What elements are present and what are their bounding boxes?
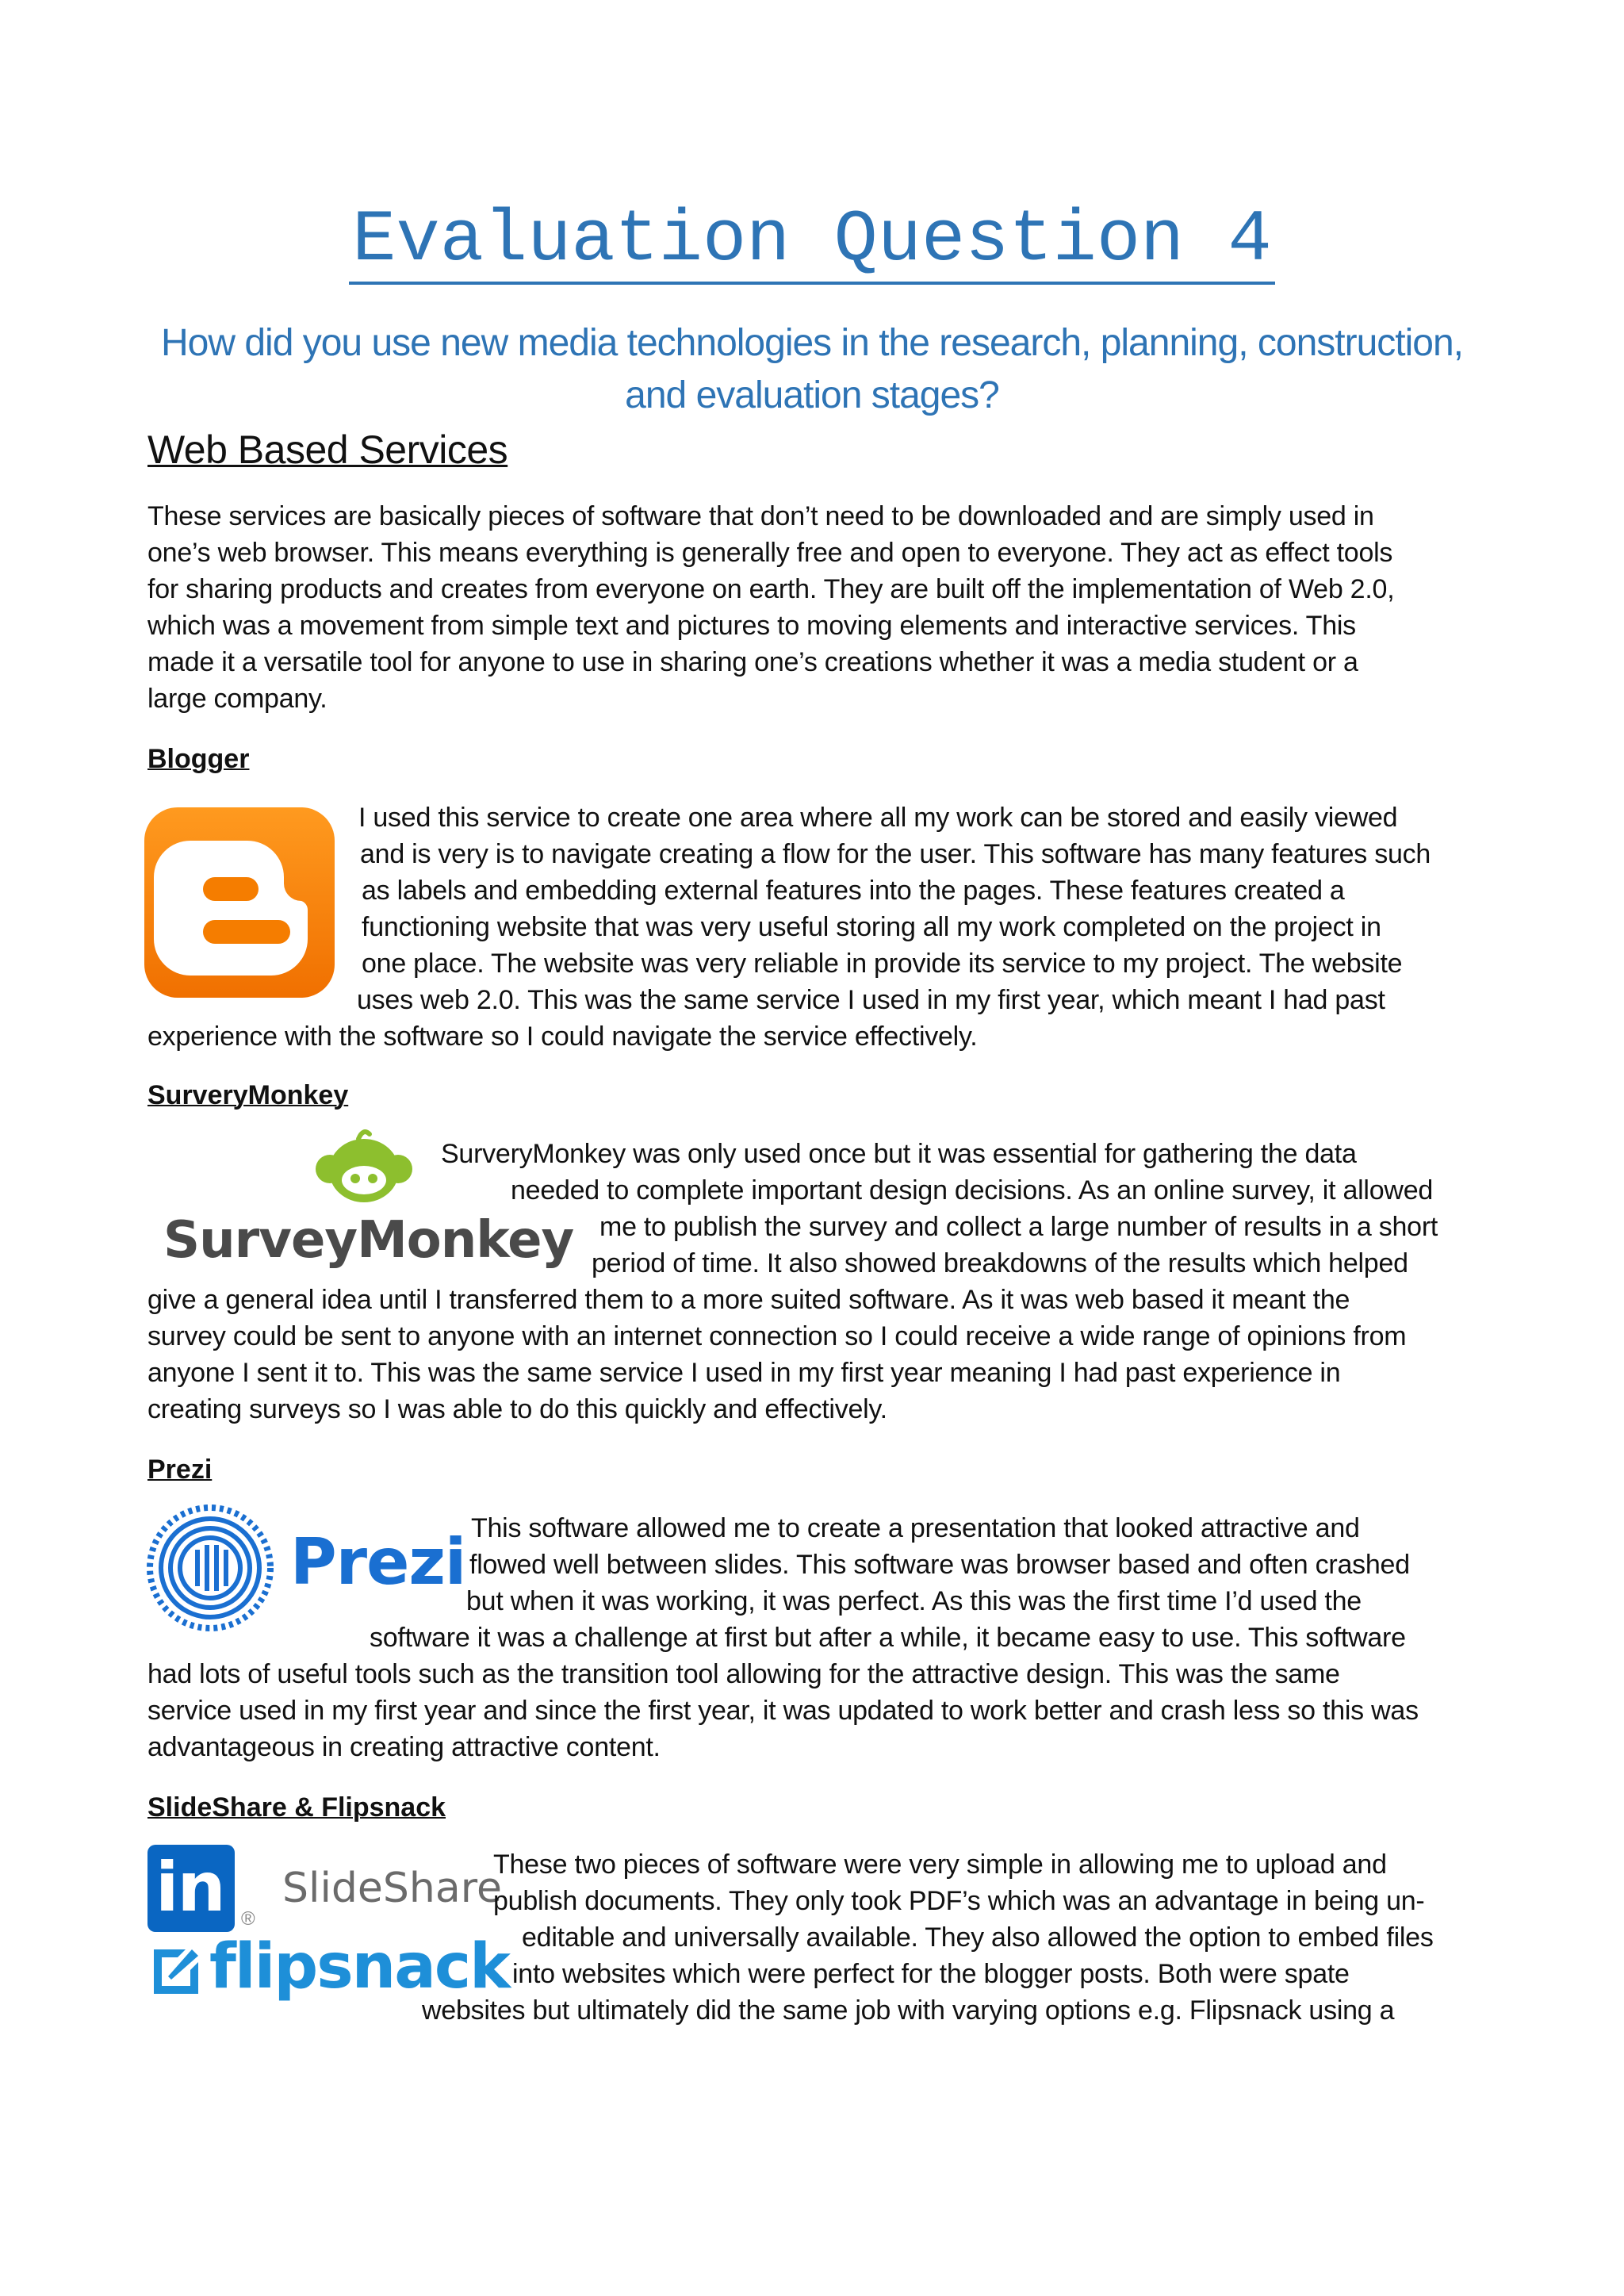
surveymonkey-line: needed to complete important design decisions. As an online survey, it allowed xyxy=(511,1175,1434,1205)
intro-line: made it a versatile tool for anyone to use in sharing one’s creations whether it was a media student or a xyxy=(147,647,1358,677)
intro-line: large company. xyxy=(147,684,327,714)
blogger-line: functioning website that was very useful storing all my work completed on the project in xyxy=(362,912,1381,942)
surveymonkey-line: period of time. It also showed breakdowns of the results which helped xyxy=(592,1248,1408,1278)
surveymonkey-line: anyone I sent it to. This was the same service I used in my first year meaning I had past experience in xyxy=(147,1358,1341,1388)
monkey-icon xyxy=(304,1128,423,1207)
prezi-line: software it was a challenge at first but after a while, it became easy to use. This software xyxy=(370,1623,1406,1653)
intro-line: These services are basically pieces of software that don’t need to be downloaded and are simply used in xyxy=(147,501,1374,531)
page-subtitle: How did you use new media technologies in the research, planning, construction, and evaluation stages? xyxy=(160,322,1463,416)
blogger-line: one place. The website was very reliable in provide its service to my project. The website xyxy=(362,949,1403,979)
blogger-line: experience with the software so I could navigate the service effectively. xyxy=(147,1022,978,1052)
slideshare-flipsnack-heading: SlideShare & Flipsnack xyxy=(147,1792,446,1823)
blogger-logo-icon xyxy=(141,804,338,1001)
slideshare-logo-text: SlideShare xyxy=(282,1865,502,1912)
flipsnack-logo-text: flipsnack xyxy=(209,1931,509,2003)
slideshare-line: websites but ultimately did the same job with varying options e.g. Flipsnack using a xyxy=(422,1995,1395,2026)
prezi-logo-text: Prezi xyxy=(290,1525,466,1599)
surveymonkey-line: creating surveys so I was able to do this quickly and effectively. xyxy=(147,1394,887,1424)
registered-mark: ® xyxy=(241,1908,255,1930)
surveymonkey-line: survey could be sent to anyone with an internet connection so I could receive a wide range of opinions from xyxy=(147,1321,1407,1351)
intro-line: one’s web browser. This means everything is generally free and open to everyone. They act as effect tools xyxy=(147,538,1393,568)
surveymonkey-heading: SurveryMonkey xyxy=(147,1080,349,1110)
slideshare-flipsnack-logo xyxy=(147,1845,509,2003)
flipsnack-icon xyxy=(151,1945,203,1997)
surveymonkey-line: me to publish the survey and collect a large number of results in a short xyxy=(599,1212,1438,1242)
prezi-ring-icon xyxy=(143,1501,278,1635)
prezi-heading: Prezi xyxy=(147,1455,213,1485)
surveymonkey-line: SurveryMonkey was only used once but it was essential for gathering the data xyxy=(441,1139,1357,1169)
blogger-line: and is very is to navigate creating a flow for the user. This software has many features such xyxy=(360,839,1431,869)
blogger-line: I used this service to create one area where all my work can be stored and easily viewed xyxy=(358,803,1398,833)
prezi-line: flowed well between slides. This software was browser based and often crashed xyxy=(469,1550,1410,1580)
prezi-line: had lots of useful tools such as the transition tool allowing for the attractive design. This was the same xyxy=(147,1659,1340,1689)
slideshare-line: into websites which were perfect for the blogger posts. Both were spate xyxy=(512,1959,1350,1989)
prezi-line: but when it was working, it was perfect. As this was the first time I’d used the xyxy=(466,1586,1362,1616)
surveymonkey-logo-text: SurveyMonkey xyxy=(163,1211,574,1270)
section-heading: Web Based Services xyxy=(147,427,508,472)
prezi-logo xyxy=(143,1501,466,1635)
slideshare-line: publish documents. They only took PDF’s which was an advantage in being un- xyxy=(493,1886,1425,1916)
page-title: Evaluation Question 4 xyxy=(0,197,1624,284)
blogger-line: uses web 2.0. This was the same service I used in my first year, which meant I had past xyxy=(357,985,1385,1015)
prezi-line: service used in my first year and since the first year, it was updated to work better and crash less so this was xyxy=(147,1696,1419,1726)
prezi-line: advantageous in creating attractive content. xyxy=(147,1732,661,1762)
blogger-line: as labels and embedding external features into the pages. These features created a xyxy=(362,876,1345,906)
intro-line: for sharing products and creates from everyone on earth. They are built off the implementation of Web 2.0, xyxy=(147,574,1395,604)
blogger-heading: Blogger xyxy=(147,744,250,774)
surveymonkey-line: give a general idea until I transferred them to a more suited software. As it was web based it meant the xyxy=(147,1285,1350,1315)
slideshare-line: These two pieces of software were very simple in allowing me to upload and xyxy=(493,1849,1387,1880)
linkedin-icon: in xyxy=(147,1845,235,1932)
prezi-line: This software allowed me to create a presentation that looked attractive and xyxy=(471,1513,1360,1543)
intro-line: which was a movement from simple text and pictures to moving elements and interactive services. This xyxy=(147,611,1356,641)
slideshare-line: editable and universally available. They also allowed the option to embed files xyxy=(522,1922,1434,1953)
